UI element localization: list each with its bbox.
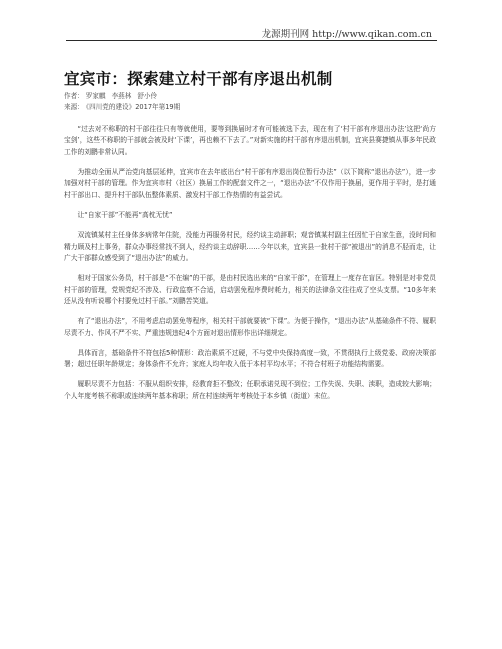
article-paragraph: 具体而言，基础条件不符包括5种情形：政治素质不过硬，不与党中央保持高度一致，不贯彻执行上级党委、政府决策部署；超过任职年龄规定；身体条件不允许；家庭人均年收入低于本村平均水平；不符合村班子功能结构需要。 bbox=[64, 348, 436, 369]
article-title: 宜宾市：探索建立村干部有序退出机制 bbox=[64, 70, 333, 88]
article-body bbox=[64, 124, 436, 411]
article-paragraph: “过去对不称职的村干部往往只有等就使用，要等到换届时才有可能被选下去，现在有了‘村干部有序退出办法’这把‘尚方宝剑’，这些不称职的干部就会被及时‘下课’，再也赖不下去了。”对新实施的村干部有序退出机制，宜宾县赛捷镇从事多年民政工作的刘鹏非常认同。 bbox=[64, 125, 436, 156]
article-paragraph: 有了“退出办法”，不用考虑启动罢免等程序，相关村干部就要被“下课”。为便于操作，“退出办法”从基础条件不符、履职尽责不力、作风不严不实、严重违规违纪4个方面对退出情形作出详细规定。 bbox=[64, 317, 436, 337]
author-name: 罗家麒 bbox=[85, 92, 106, 100]
author-name: 舒小伶 bbox=[137, 92, 158, 100]
article-paragraph: 相对于国家公务员，村干部是“不在编”的干部，是由村民选出来的“自家干部”，在管理上一度存在盲区。特别是对非党员村干部的管理，党规党纪不涉及、行政监察不合适，启动罢免程序费时耗力，相关的法律条文往往成了空头支票。“10多年来还从没有听说哪个村要免过村干部。”刘鹏苦笑道。 bbox=[64, 274, 436, 306]
article-authors bbox=[64, 90, 157, 100]
author-name: 李燕林 bbox=[111, 92, 132, 100]
authors-label: 作者： bbox=[64, 92, 84, 100]
source-label: 来源： bbox=[64, 103, 84, 111]
article-source bbox=[64, 101, 180, 111]
section-heading: 让“自家干部”不能再“高枕无忧” bbox=[77, 211, 173, 220]
article-paragraph: 为推动全面从严治党向基层延伸，宜宾市在去年底出台“村干部有序退出岗位暂行办法”（以下简称“退出办法”），进一步加强对村干部的管理。作为宜宾市村（社区）换届工作的配套文件之一，“退出办法”不仅作用于换届，更作用于平时，是打通村干部出口、提升村干部队伍整体素质、激发村干部工作热情的有益尝试。 bbox=[64, 168, 436, 199]
article-paragraph: 履职尽责不力包括：不服从组织安排，经教育拒不整改；任职承诺兑现不到位；工作失误、失职、渎职，造成较大影响；个人年度考核不称职或连续两年基本称职；所在村连续两年考核处于本乡镇（街道）末位。 bbox=[64, 380, 436, 400]
journal-site-header: 龙源期刊网 http://www.qikan.com.cn bbox=[261, 29, 432, 40]
article-paragraph: 双流镇某村主任身体多病常年住院，没能力再服务村民，经约谈主动辞职；观音镇某村副主任因忙于自家生意，没时间和精力顾及村上事务，群众办事经常找不到人，经约谈主动辞职……今年以来，宜宾县一批村干部“被退出”的消息不胫而走，让广大干部群众感受到了“退出办法”的威力。 bbox=[64, 231, 436, 263]
source-value: 《四川党的建设》2017年第19期 bbox=[85, 103, 181, 111]
header-divider bbox=[66, 40, 437, 41]
